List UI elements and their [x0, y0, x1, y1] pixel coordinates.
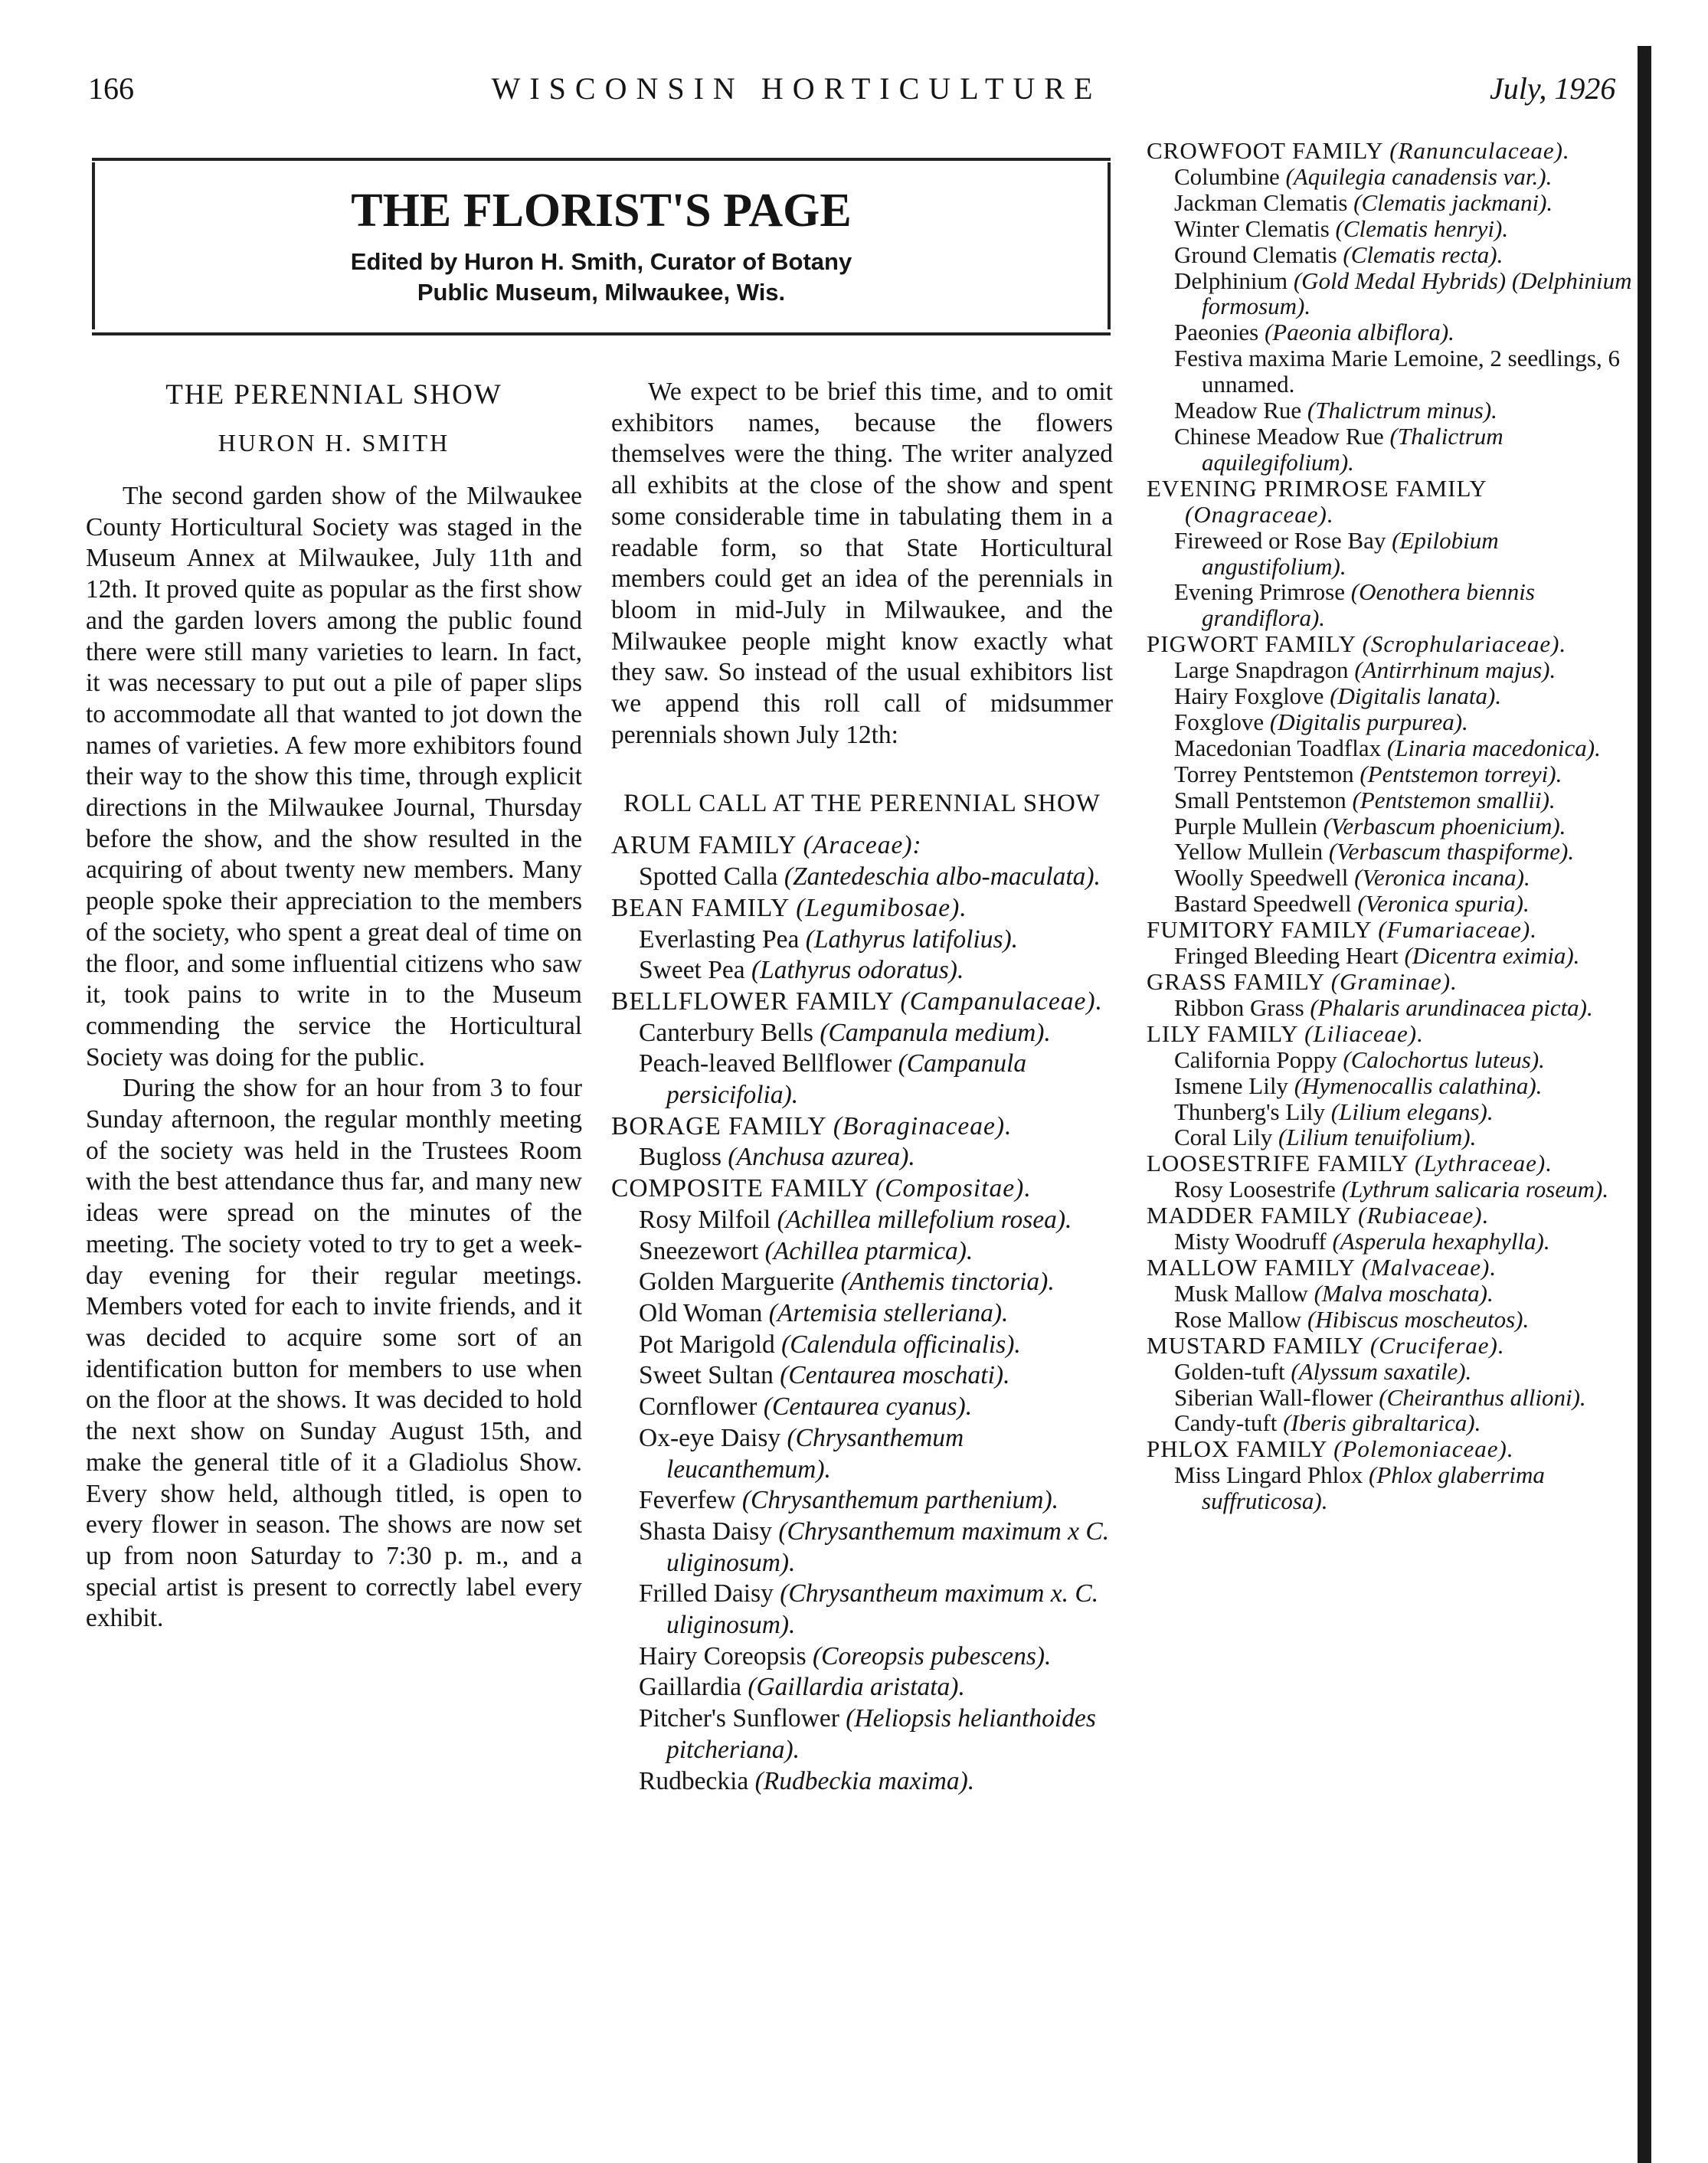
species-common-name: Festiva maxima Marie Lemoine, 2 seedlings, 6 unnamed.: [1174, 345, 1620, 398]
family-name: PHLOX FAMILY: [1147, 1435, 1327, 1463]
family-latin-name: (Polemoniaceae).: [1333, 1435, 1514, 1463]
family-latin-name: (Campanulaceae).: [900, 987, 1103, 1016]
species-entry: [1147, 995, 1634, 1021]
family-latin-name: (Cruciferae).: [1369, 1331, 1505, 1359]
species-common-name: Thunberg's Lily: [1174, 1098, 1326, 1125]
species-latin-name: (Centaurea cyanus).: [763, 1392, 973, 1422]
family-name: LOOSESTRIFE FAMILY: [1147, 1150, 1409, 1177]
family-latin-name: (Legumibosae).: [796, 893, 967, 922]
family-name: CROWFOOT FAMILY: [1147, 137, 1383, 164]
species-entry: [1147, 891, 1634, 917]
editor-affiliation: Public Museum, Milwaukee, Wis.: [417, 279, 786, 306]
rollcall-title: ROLL CALL AT THE PERENNIAL SHOW: [623, 790, 1101, 818]
species-entry: [611, 1641, 1113, 1673]
species-entry: [1147, 735, 1634, 761]
species-latin-name: (Veronica incana).: [1354, 864, 1530, 892]
species-latin-name: (Digitalis purpurea).: [1269, 708, 1468, 735]
species-latin-name: (Rudbeckia maxima).: [754, 1766, 975, 1795]
species-latin-name: (Anthemis tinctoria).: [840, 1268, 1055, 1297]
species-common-name: Everlasting Pea: [639, 924, 800, 954]
species-common-name: Ground Clematis: [1174, 241, 1337, 268]
family-latin-name: (Liliaceae).: [1304, 1019, 1424, 1047]
species-entry: [611, 1018, 1113, 1049]
family-name: PIGWORT FAMILY: [1147, 630, 1356, 658]
species-latin-name: (Verbascum thaspiforme).: [1328, 838, 1575, 866]
species-latin-name: (Achillea ptarmica).: [764, 1236, 973, 1265]
species-entry: [611, 1423, 1113, 1485]
species-entry: [1147, 1281, 1634, 1307]
species-latin-name: (Lilium tenuifolium).: [1278, 1124, 1477, 1151]
species-common-name: Old Woman: [639, 1298, 763, 1327]
species-latin-name: (Lathyrus latifolius).: [805, 924, 1019, 954]
species-common-name: Rose Mallow: [1174, 1305, 1302, 1333]
species-entry: [611, 1236, 1113, 1268]
family-latin-name: (Boraginaceae).: [833, 1111, 1013, 1140]
species-common-name: Meadow Rue: [1174, 397, 1302, 424]
species-entry: [1147, 683, 1634, 709]
family-name: BELLFLOWER FAMILY: [611, 987, 894, 1016]
species-entry: [1147, 319, 1634, 345]
species-latin-name: (Lathyrus odoratus).: [751, 956, 964, 985]
family-name: LILY FAMILY: [1147, 1019, 1298, 1047]
species-entry: [611, 955, 1113, 987]
species-latin-name: (Anchusa azurea).: [728, 1143, 915, 1172]
family-heading: [1147, 1255, 1634, 1281]
species-common-name: Misty Woodruff: [1174, 1228, 1327, 1255]
family-latin-name: (Rubiaceae).: [1358, 1202, 1490, 1229]
family-name: EVENING PRIMROSE FAMILY: [1147, 474, 1487, 502]
species-common-name: Large Snapdragon: [1174, 656, 1349, 684]
species-entry: [611, 1267, 1113, 1298]
family-name: BORAGE FAMILY: [611, 1111, 826, 1140]
family-heading: [1147, 1150, 1634, 1176]
article-column-1: [86, 377, 582, 1635]
species-common-name: Paeonies: [1174, 319, 1259, 346]
species-latin-name: (Linaria macedonica).: [1386, 734, 1601, 761]
species-entry: [1147, 579, 1634, 631]
species-common-name: Chinese Meadow Rue: [1174, 422, 1384, 450]
species-entry: [1147, 657, 1634, 683]
family-name: FUMITORY FAMILY: [1147, 916, 1372, 944]
species-latin-name: (Heliopsis helianthoides pitcheriana).: [666, 1704, 1096, 1764]
species-common-name: Fringed Bleeding Heart: [1174, 942, 1399, 970]
species-common-name: Winter Clematis: [1174, 214, 1330, 242]
family-heading: [1147, 138, 1634, 164]
running-title: WISCONSIN HORTICULTURE: [491, 71, 1102, 106]
species-entry: [611, 1049, 1113, 1111]
family-name: MALLOW FAMILY: [1147, 1253, 1355, 1281]
species-entry: [1147, 1307, 1634, 1333]
species-latin-name: (Antirrhinum majus).: [1354, 656, 1556, 684]
species-common-name: Sneezewort: [639, 1236, 759, 1265]
species-latin-name: (Chrysanthemum leucanthemum).: [666, 1423, 964, 1484]
family-latin-name: (Onagraceae).: [1185, 500, 1334, 528]
species-entry: [611, 1142, 1113, 1173]
species-entry: [1147, 1385, 1634, 1411]
species-entry: [1147, 1462, 1634, 1514]
species-latin-name: (Pentstemon torreyi).: [1360, 760, 1562, 787]
species-entry: [611, 1672, 1113, 1703]
florist-title-box: [92, 162, 1111, 329]
species-latin-name: (Veronica spuria).: [1357, 890, 1530, 918]
rollcall-list-part-1: [611, 830, 1113, 1797]
family-name: MUSTARD FAMILY: [1147, 1331, 1364, 1359]
article-byline: HURON H. SMITH: [218, 429, 450, 456]
species-entry: [1147, 1176, 1634, 1203]
family-name: BEAN FAMILY: [611, 893, 789, 922]
article-title: THE PERENNIAL SHOW: [165, 379, 502, 411]
paragraph: During the show for an hour from 3 to four Sunday afternoon, the regular monthly meeting of the society was held in the Trustees Room with the best attendance thus far, and many new ideas were spread on the minutes of the meeting. The society voted to try to get a week-day evening for their regular meetings. Members voted for each to invite friends, and it was decided to acquire some sort of an identification button for members to use when on the floor at the shows. It was decided to hold the next show on Sunday August 15th, and make the general title of it a Gladiolus Show. Every show held, although titled, is open to every flower in season. The shows are now set up from noon Saturday to 7:30 p. m., and a special artist is present to correctly label every exhibit.: [86, 1074, 582, 1633]
species-entry: [611, 1517, 1113, 1579]
species-entry: [1147, 398, 1634, 424]
species-common-name: Pot Marigold: [639, 1330, 775, 1359]
species-common-name: Ribbon Grass: [1174, 993, 1304, 1021]
species-common-name: Ismene Lily: [1174, 1072, 1288, 1099]
species-entry: [1147, 839, 1634, 865]
species-latin-name: (Chrysantheum maximum x. C. uliginosum).: [666, 1579, 1099, 1640]
title-box-bottom-rule: [92, 332, 1111, 335]
family-latin-name: (Ranunculaceae).: [1389, 137, 1570, 164]
species-entry: [1147, 1047, 1634, 1073]
species-entry: [1147, 216, 1634, 242]
species-common-name: Golden Marguerite: [639, 1268, 835, 1297]
species-latin-name: (Lilium elegans).: [1330, 1098, 1494, 1125]
species-entry: [611, 1703, 1113, 1765]
family-heading: [1147, 476, 1634, 528]
species-entry: [1147, 190, 1634, 216]
species-latin-name: (Calendula officinalis).: [781, 1330, 1021, 1359]
species-latin-name: (Oenothera biennis grandiflora).: [1202, 578, 1535, 632]
species-entry: [1147, 1099, 1634, 1125]
species-common-name: Ox-eye Daisy: [639, 1423, 781, 1452]
species-common-name: Cornflower: [639, 1392, 757, 1422]
species-latin-name: (Clematis henryi).: [1335, 214, 1509, 242]
family-latin-name: (Fumariaceae).: [1378, 916, 1537, 944]
species-entry: [611, 1579, 1113, 1641]
family-heading: [611, 987, 1113, 1018]
species-common-name: Jackman Clematis: [1174, 188, 1348, 216]
species-entry: [1147, 1124, 1634, 1150]
species-latin-name: (Phlox glaberrima suffruticosa).: [1202, 1461, 1545, 1515]
species-common-name: Feverfew: [639, 1486, 736, 1515]
title-box-top-rule: [92, 158, 1111, 161]
family-latin-name: (Graminae).: [1330, 968, 1458, 995]
species-common-name: Hairy Coreopsis: [639, 1641, 807, 1671]
species-entry: [611, 862, 1113, 893]
species-common-name: Torrey Pentstemon: [1174, 760, 1354, 787]
species-common-name: Golden-tuft: [1174, 1357, 1285, 1385]
species-entry: [1147, 761, 1634, 787]
species-common-name: Shasta Daisy: [639, 1517, 772, 1546]
species-common-name: Rudbeckia: [639, 1766, 749, 1795]
species-entry: [1147, 1410, 1634, 1436]
species-common-name: Yellow Mullein: [1174, 838, 1324, 866]
species-entry: [1147, 345, 1634, 398]
species-latin-name: (Gold Medal Hybrids) (Delphinium formosum).: [1202, 267, 1632, 320]
species-entry: [1147, 1229, 1634, 1255]
species-entry: [1147, 528, 1634, 580]
species-common-name: Spotted Calla: [639, 862, 778, 892]
species-latin-name: (Chrysanthemum maximum x C. uliginosum).: [666, 1517, 1110, 1577]
species-common-name: Coral Lily: [1174, 1124, 1273, 1151]
species-entry: [1147, 943, 1634, 969]
species-common-name: Woolly Speedwell: [1174, 864, 1349, 892]
page-edge-shadow: [1638, 46, 1651, 2163]
article-column-3: [1147, 138, 1634, 1514]
species-entry: [611, 1330, 1113, 1361]
paragraph: The second garden show of the Milwaukee County Horticultural Society was staged in the Museum Annex at Milwaukee, July 11th and 12th. It proved quite as popular as the first show and the garden lovers among the public found there were still many varieties to learn. In fact, it was necessary to put out a pile of paper slips to accommodate all that wanted to jot down the names of varieties. A few more exhibitors found their way to the show this time, through explicit directions in the Milwaukee Journal, Thursday before the show, and the show resulted in the acquiring of about twenty new members. Many people spoke their appreciation to the members of the society, who spent a great deal of time on the floor, and some influential citizens who saw it, took pains to write in to the Museum commending the service the Horticultural Society was doing for the public.: [86, 482, 582, 1072]
species-latin-name: (Artemisia stelleriana).: [768, 1298, 1009, 1327]
species-common-name: Pitcher's Sunflower: [639, 1704, 839, 1733]
species-entry: [1147, 164, 1634, 190]
family-name: MADDER FAMILY: [1147, 1202, 1352, 1229]
family-heading: [1147, 1203, 1634, 1229]
species-common-name: Fireweed or Rose Bay: [1174, 526, 1386, 554]
species-common-name: Miss Lingard Phlox: [1174, 1461, 1363, 1489]
species-common-name: Sweet Sultan: [639, 1361, 774, 1390]
species-entry: [1147, 813, 1634, 839]
species-latin-name: (Digitalis lanata).: [1330, 682, 1502, 710]
species-entry: [1147, 424, 1634, 476]
species-common-name: Rosy Loosestrife: [1174, 1176, 1336, 1203]
species-common-name: Sweet Pea: [639, 956, 745, 985]
paragraph: We expect to be brief this time, and to omit exhibitors names, because the flowers themselves were the thing. The writer analyzed all exhibits at the close of the show and spent some considerable time in tabulating them in a readable form, so that State Horticultural members could get an idea of the perennials in bloom in mid-July in Milwaukee, and the Milwaukee people might know exactly what they saw. So instead of the usual exhibitors list we append this roll call of midsummer perennials shown July 12th:: [611, 378, 1113, 749]
editor-line: Edited by Huron H. Smith, Curator of Botany: [350, 248, 852, 275]
family-heading: [1147, 917, 1634, 943]
species-common-name: Columbine: [1174, 162, 1280, 190]
page-number: 166: [88, 71, 134, 106]
species-common-name: Canterbury Bells: [639, 1018, 813, 1047]
species-latin-name: (Hibiscus moscheutos).: [1307, 1305, 1530, 1333]
family-heading: [611, 830, 1113, 862]
species-latin-name: (Pentstemon smallii).: [1352, 786, 1556, 813]
article-column-2: [611, 377, 1113, 1797]
species-common-name: Candy-tuft: [1174, 1409, 1278, 1437]
species-common-name: Evening Primrose: [1174, 578, 1345, 606]
species-latin-name: (Calochortus luteus).: [1343, 1046, 1545, 1073]
rollcall-list-part-2: [1147, 138, 1634, 1514]
species-entry: [1147, 1359, 1634, 1385]
species-latin-name: (Zantedeschia albo-maculata).: [784, 862, 1101, 892]
species-latin-name: (Centaurea moschati).: [780, 1361, 1010, 1390]
species-entry: [611, 1205, 1113, 1236]
species-common-name: Frilled Daisy: [639, 1579, 774, 1608]
family-heading: [611, 1173, 1113, 1205]
species-latin-name: (Thalictrum aquilegifolium).: [1202, 422, 1503, 476]
species-latin-name: (Coreopsis pubescens).: [813, 1641, 1052, 1671]
species-entry: [611, 1392, 1113, 1423]
species-common-name: Macedonian Toadflax: [1174, 734, 1382, 761]
species-entry: [611, 1485, 1113, 1517]
family-latin-name: (Lythraceae).: [1415, 1150, 1553, 1177]
species-common-name: Foxglove: [1174, 708, 1265, 735]
family-latin-name: (Scrophulariaceae).: [1362, 630, 1567, 658]
species-latin-name: (Campanula persicifolia).: [666, 1049, 1027, 1110]
species-latin-name: (Lythrum salicaria roseum).: [1341, 1176, 1609, 1203]
species-entry: [611, 1298, 1113, 1330]
species-common-name: Delphinium: [1174, 267, 1288, 294]
species-latin-name: (Verbascum phoenicium).: [1323, 812, 1566, 839]
species-latin-name: (Asperula hexaphylla).: [1332, 1228, 1550, 1255]
species-entry: [611, 1766, 1113, 1798]
species-common-name: Siberian Wall-flower: [1174, 1383, 1373, 1411]
family-heading: [1147, 1436, 1634, 1462]
family-name: GRASS FAMILY: [1147, 968, 1324, 995]
species-latin-name: (Aquilegia canadensis var.).: [1285, 162, 1553, 190]
family-heading: [611, 1111, 1113, 1143]
family-name: COMPOSITE FAMILY: [611, 1174, 869, 1203]
species-latin-name: (Epilobium angustifolium).: [1202, 526, 1499, 580]
species-entry: [1147, 787, 1634, 813]
issue-date: July, 1926: [1490, 71, 1616, 106]
species-entry: [1147, 865, 1634, 891]
species-latin-name: (Malva moschata).: [1314, 1279, 1494, 1307]
species-common-name: Bastard Speedwell: [1174, 890, 1352, 918]
species-latin-name: (Alyssum saxatile).: [1291, 1357, 1472, 1385]
section-title: THE FLORIST'S PAGE: [351, 185, 852, 237]
species-latin-name: (Paeonia albiflora).: [1264, 319, 1454, 346]
family-latin-name: (Araceae):: [803, 831, 922, 860]
species-latin-name: (Cheiranthus allioni).: [1379, 1383, 1586, 1411]
species-entry: [1147, 242, 1634, 268]
species-latin-name: (Gaillardia aristata).: [748, 1673, 965, 1702]
species-latin-name: (Campanula medium).: [820, 1018, 1051, 1047]
species-entry: [611, 924, 1113, 956]
species-entry: [611, 1360, 1113, 1392]
species-latin-name: (Phalaris arundinacea picta).: [1310, 993, 1593, 1021]
family-latin-name: (Compositae).: [875, 1174, 1032, 1203]
species-common-name: Rosy Milfoil: [639, 1205, 771, 1234]
family-latin-name: (Malvaceae).: [1361, 1253, 1497, 1281]
species-latin-name: (Chrysanthemum parthenium).: [741, 1486, 1059, 1515]
family-heading: [1147, 631, 1634, 657]
species-latin-name: (Clematis recta).: [1343, 241, 1503, 268]
species-common-name: Small Pentstemon: [1174, 786, 1346, 813]
species-latin-name: (Hymenocallis calathina).: [1294, 1072, 1543, 1099]
family-heading: [1147, 969, 1634, 995]
species-latin-name: (Dicentra eximia).: [1404, 942, 1580, 970]
species-common-name: Purple Mullein: [1174, 812, 1317, 839]
species-common-name: Gaillardia: [639, 1673, 741, 1702]
species-common-name: Bugloss: [639, 1143, 721, 1172]
species-common-name: Musk Mallow: [1174, 1279, 1308, 1307]
species-common-name: Peach-leaved Bellflower: [639, 1049, 892, 1078]
species-common-name: Hairy Foxglove: [1174, 682, 1324, 710]
species-entry: [1147, 268, 1634, 320]
family-name: ARUM FAMILY: [611, 831, 797, 860]
species-latin-name: (Achillea millefolium rosea).: [777, 1205, 1072, 1234]
species-latin-name: (Iberis gibraltarica).: [1283, 1409, 1481, 1437]
family-heading: [1147, 1021, 1634, 1047]
family-heading: [611, 893, 1113, 924]
species-entry: [1147, 1073, 1634, 1099]
species-latin-name: (Thalictrum minus).: [1307, 397, 1497, 424]
species-latin-name: (Clematis jackmani).: [1353, 188, 1553, 216]
species-common-name: California Poppy: [1174, 1046, 1337, 1073]
family-heading: [1147, 1333, 1634, 1359]
species-entry: [1147, 709, 1634, 735]
